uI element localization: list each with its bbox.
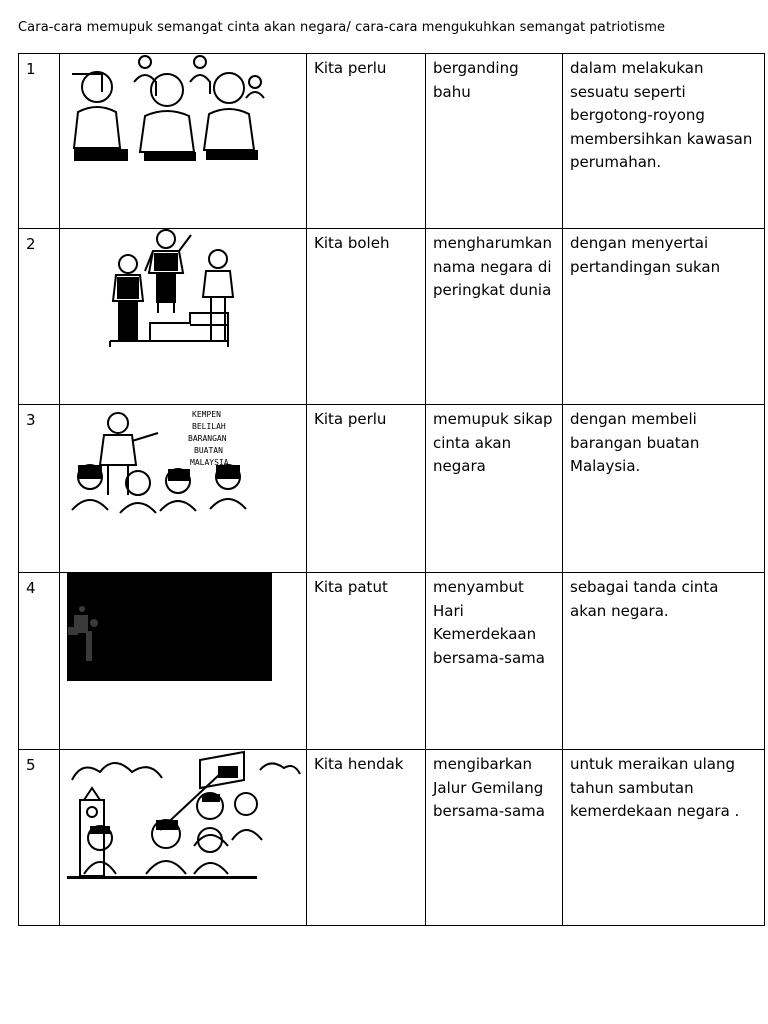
subject-cell: Kita hendak: [307, 750, 426, 926]
subject-cell: Kita boleh: [307, 229, 426, 405]
illustration-cell: [60, 573, 307, 750]
detail-cell: untuk meraikan ulang tahun sambutan kemerdekaan negara .: [563, 750, 765, 926]
table-row: [19, 229, 765, 405]
subject-cell: Kita perlu: [307, 405, 426, 573]
speaker-audience-illustration: [60, 405, 307, 572]
row-number: 2: [19, 229, 60, 405]
flag-waving-children-illustration: [60, 750, 307, 925]
table-row: [19, 405, 765, 573]
detail-cell: dalam melakukan sesuatu seperti bergotong-royong membersihkan kawasan perumahan.: [563, 54, 765, 229]
action-cell: menyambut Hari Kemerdekaan bersama-sama: [426, 573, 563, 750]
banner-line: MALAYSIA: [190, 458, 229, 467]
subject-cell: Kita patut: [307, 573, 426, 750]
detail-cell: sebagai tanda cinta akan negara.: [563, 573, 765, 750]
action-cell: mengharumkan nama negara di peringkat dunia: [426, 229, 563, 405]
podium-athletes-illustration: [60, 229, 307, 404]
banner-line: KEMPEN: [192, 410, 221, 419]
illustration-cell: [60, 229, 307, 405]
banner-line: BELILAH: [192, 422, 226, 431]
three-boys-illustration: [60, 54, 307, 228]
detail-cell: dengan menyertai pertandingan sukan: [563, 229, 765, 405]
table-row: [19, 54, 765, 229]
row-number: 1: [19, 54, 60, 229]
page-title: Cara-cara memupuk semangat cinta akan negara/ cara-cara mengukuhkan semangat patriotisme: [18, 20, 666, 35]
table-row: [19, 573, 765, 750]
row-number: 5: [19, 750, 60, 926]
illustration-cell: [60, 405, 307, 573]
detail-cell: dengan membeli barangan buatan Malaysia.: [563, 405, 765, 573]
dark-celebration-photo: [60, 573, 307, 749]
illustration-cell: [60, 54, 307, 229]
action-cell: memupuk sikap cinta akan negara: [426, 405, 563, 573]
row-number: 3: [19, 405, 60, 573]
action-cell: berganding bahu: [426, 54, 563, 229]
action-cell: mengibarkan Jalur Gemilang bersama-sama: [426, 750, 563, 926]
patriotism-table: [18, 53, 765, 926]
illustration-cell: [60, 750, 307, 926]
table-row: [19, 750, 765, 926]
row-number: 4: [19, 573, 60, 750]
banner-line: BARANGAN: [188, 434, 227, 443]
banner-line: BUATAN: [194, 446, 223, 455]
subject-cell: Kita perlu: [307, 54, 426, 229]
